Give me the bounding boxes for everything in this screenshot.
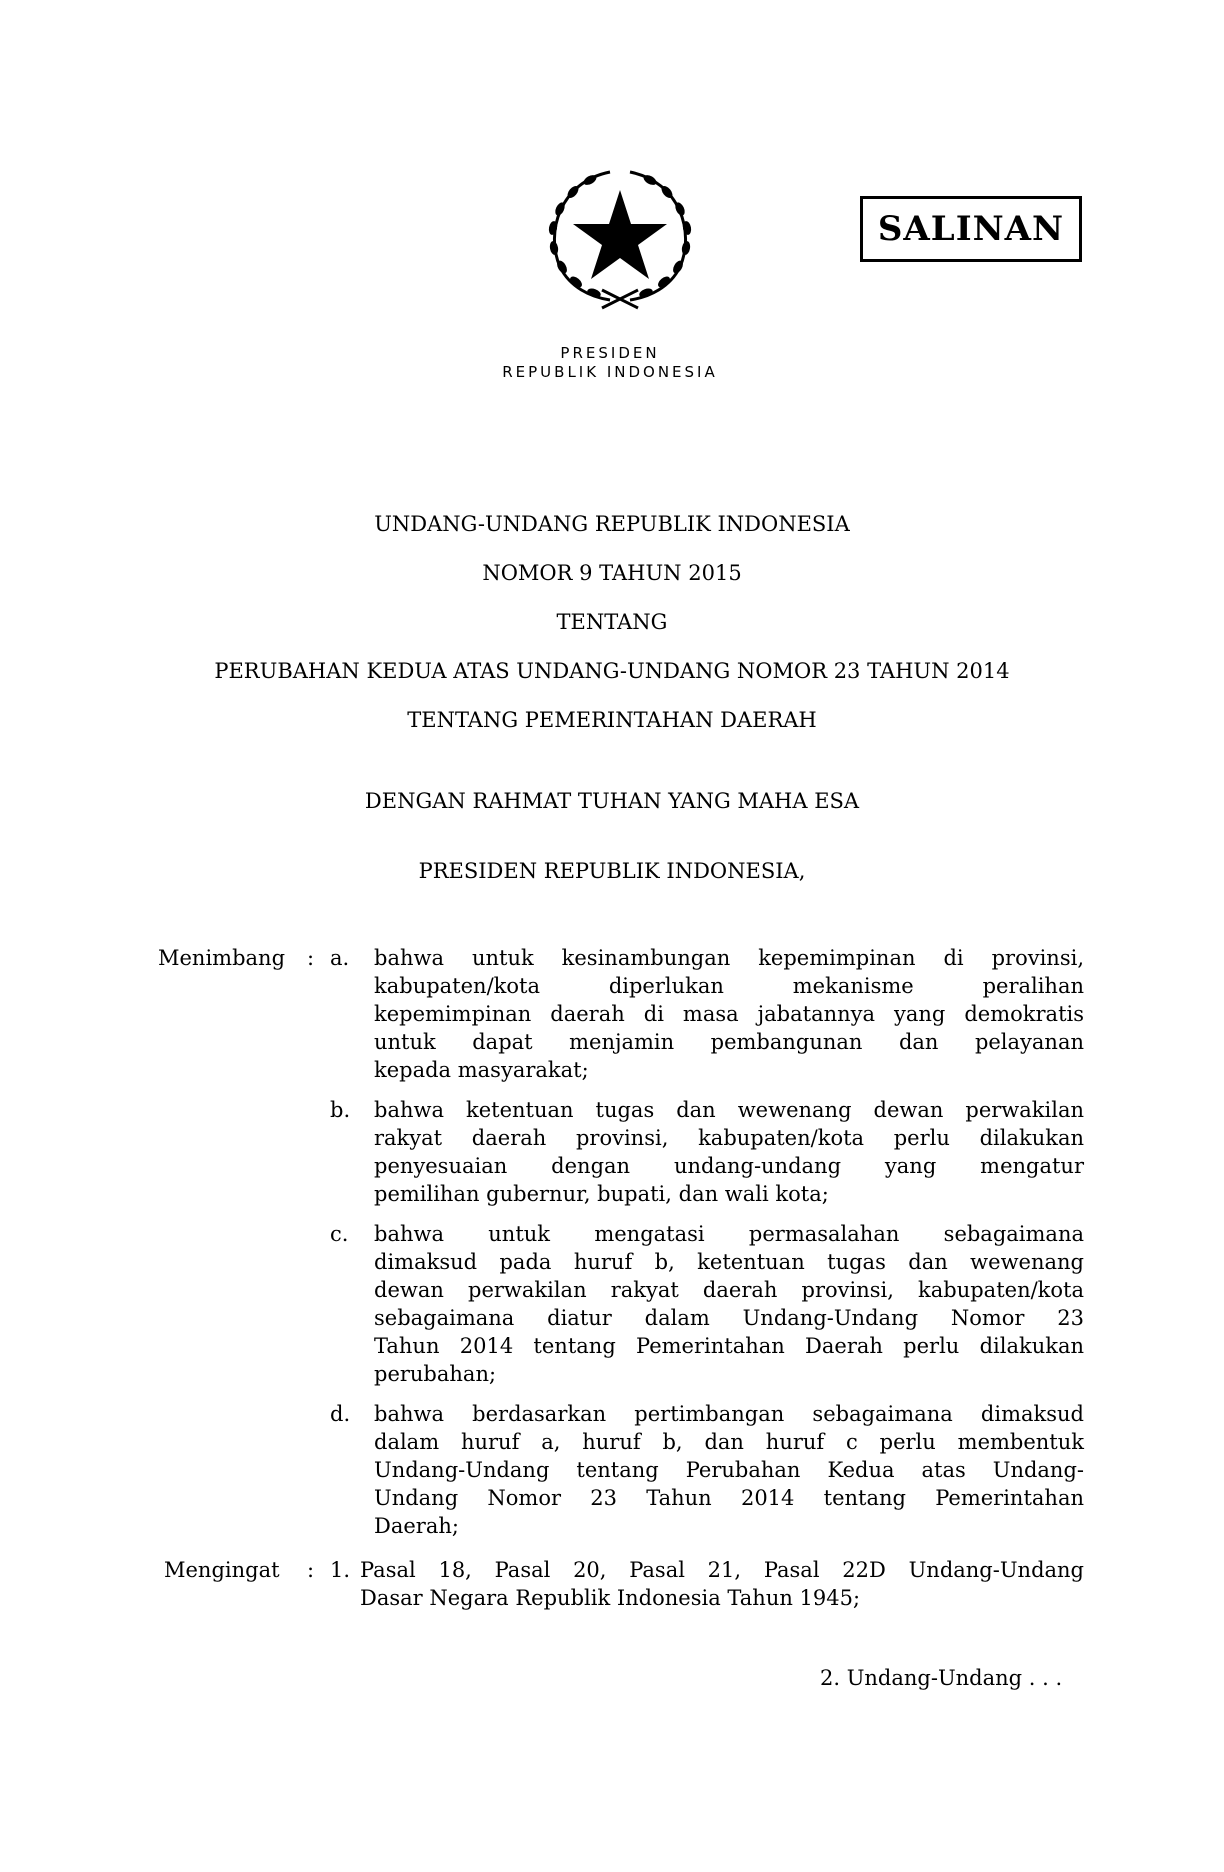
menimbang-a-line-4: untuk dapat menjamin pembangunan dan pelayanan [374, 1030, 1084, 1054]
menimbang-b-line-3: penyesuaian dengan undang-undang yang mengatur [374, 1154, 1084, 1178]
menimbang-a-line-5: kepada masyarakat; [374, 1058, 589, 1082]
menimbang-a-marker: a. [330, 946, 350, 970]
menimbang-c-line-5: Tahun 2014 tentang Pemerintahan Daerah perlu dilakukan [374, 1334, 1084, 1358]
menimbang-d-line-3: Undang-Undang tentang Perubahan Kedua atas Undang- [374, 1458, 1084, 1482]
seal-caption-line1: PRESIDEN [560, 344, 660, 362]
menimbang-colon: : [307, 946, 315, 970]
menimbang-d-line-4: Undang Nomor 23 Tahun 2014 tentang Pemerintahan [374, 1486, 1084, 1510]
menimbang-label: Menimbang [158, 946, 286, 970]
menimbang-d-line-5: Daerah; [374, 1514, 459, 1538]
menimbang-a-line-3: kepemimpinan daerah di masa jabatannya yang demokratis [374, 1002, 1084, 1026]
mengingat-1-marker: 1. [330, 1558, 351, 1582]
menimbang-c-marker: c. [330, 1222, 349, 1246]
menimbang-b-line-1: bahwa ketentuan tugas dan wewenang dewan perwakilan [374, 1098, 1084, 1122]
menimbang-d-marker: d. [330, 1402, 351, 1426]
menimbang-a-line-1: bahwa untuk kesinambungan kepemimpinan di provinsi, [374, 946, 1084, 970]
menimbang-d-line-2: dalam huruf a, huruf b, dan huruf c perlu membentuk [374, 1430, 1084, 1454]
seal-caption [440, 344, 780, 382]
menimbang-a-line-2: kabupaten/kota diperlukan mekanisme peralihan [374, 974, 1084, 998]
menimbang-c-line-2: dimaksud pada huruf b, ketentuan tugas dan wewenang [374, 1250, 1084, 1274]
mengingat-colon: : [307, 1558, 315, 1582]
title-line-3: TENTANG [556, 610, 668, 634]
title-line-4: PERUBAHAN KEDUA ATAS UNDANG-UNDANG NOMOR 23 TAHUN 2014 [214, 659, 1010, 683]
mengingat-label: Mengingat [164, 1558, 280, 1582]
menimbang-c-line-4: sebagaimana diatur dalam Undang-Undang Nomor 23 [374, 1306, 1084, 1330]
menimbang-c-line-6: perubahan; [374, 1362, 497, 1386]
mengingat-1-line-2: Dasar Negara Republik Indonesia Tahun 1945; [360, 1586, 861, 1610]
menimbang-b-line-2: rakyat daerah provinsi, kabupaten/kota perlu dilakukan [374, 1126, 1084, 1150]
seal-caption-line2: REPUBLIK INDONESIA [502, 363, 718, 381]
state-emblem-icon [540, 162, 700, 310]
menimbang-c-line-3: dewan perwakilan rakyat daerah provinsi, kabupaten/kota [374, 1278, 1084, 1302]
title-line-5: TENTANG PEMERINTAHAN DAERAH [407, 708, 817, 732]
title-line-7: PRESIDEN REPUBLIK INDONESIA, [418, 859, 806, 883]
salinan-stamp: SALINAN [860, 196, 1082, 262]
title-line-1: UNDANG-UNDANG REPUBLIK INDONESIA [374, 512, 850, 536]
menimbang-b-marker: b. [330, 1098, 351, 1122]
mengingat-1-line-1: Pasal 18, Pasal 20, Pasal 21, Pasal 22D Undang-Undang [360, 1558, 1084, 1582]
menimbang-b-line-4: pemilihan gubernur, bupati, dan wali kota; [374, 1182, 829, 1206]
continuation-text: 2. Undang-Undang . . . [820, 1666, 1063, 1690]
title-line-2: NOMOR 9 TAHUN 2015 [482, 561, 742, 585]
title-line-6: DENGAN RAHMAT TUHAN YANG MAHA ESA [364, 789, 860, 813]
menimbang-d-line-1: bahwa berdasarkan pertimbangan sebagaimana dimaksud [374, 1402, 1084, 1426]
menimbang-c-line-1: bahwa untuk mengatasi permasalahan sebagaimana [374, 1222, 1084, 1246]
